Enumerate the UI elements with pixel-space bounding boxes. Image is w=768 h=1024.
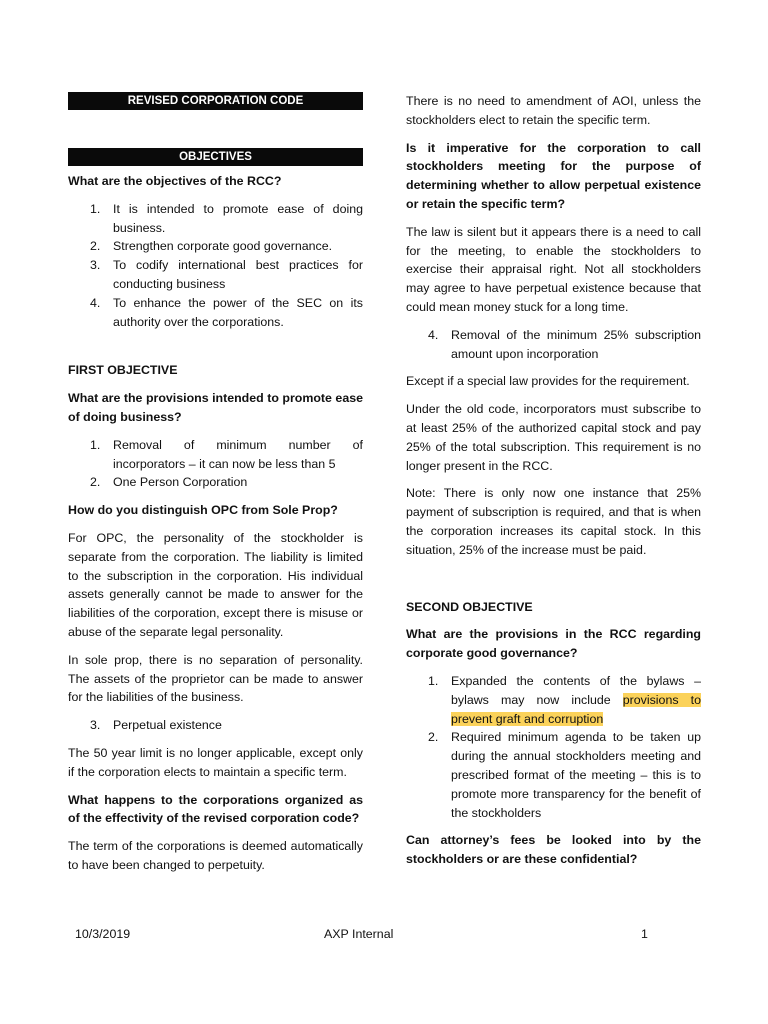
list-item: 2. Required minimum agenda to be taken up during the annual stockholders meeting and prescribed format of the meeting – this is to promote more transparency for the benefit of the stockholders [428, 730, 701, 820]
paragraph-opc: For OPC, the personality of the stockholder is separate from the corporation. The liability is limited to the subscription in the corporation. His individual assets generally cannot be made to answer for the liabilities of the corporation, except there is misuse or abuse of the separate legal personality. [68, 530, 363, 639]
question-happens: What happens to the corporations organized as of the effectivity of the revised corporation code? [68, 792, 363, 826]
paragraph-old-code: Under the old code, incorporators must subscribe to at least 25% of the authorized capital stock and pay 25% of the total subscription. This requirement is no longer present in the RCC. [406, 402, 701, 473]
list-item: 1. Removal of minimum number of incorporators – it can now be less than 5 [90, 437, 363, 471]
removal-list [406, 326, 701, 364]
paragraph-silent: The law is silent but it appears there is a need to call for the meeting, to enable the stockholders to exercise their appraisal right. Not all stockholders may agree to have perpetual existence because that could mean money stuck for a long time. [406, 224, 701, 314]
paragraph-50-year: The 50 year limit is no longer applicable, except only if the corporation elects to maintain a specific term. [68, 745, 363, 779]
second-objective-heading: SECOND OBJECTIVE [406, 599, 533, 614]
list-item: 4. To enhance the power of the SEC on its authority over the corporations. [90, 295, 363, 329]
list-item: 2. Strengthen corporate good governance. [90, 239, 333, 254]
objectives-bar: OBJECTIVES [68, 148, 363, 166]
highlighted-text: provisions to prevent graft and corruption [451, 692, 701, 726]
title-bar: REVISED CORPORATION CODE [68, 92, 363, 110]
paragraph-term: The term of the corporations is deemed automatically to have been changed to perpetuity. [68, 839, 363, 872]
paragraph-except: Except if a special law provides for the requirement. [406, 374, 690, 389]
governance-list [406, 672, 701, 822]
footer-label: AXP Internal [324, 927, 394, 941]
paragraph-note: Note: There is only now one instance that 25% payment of subscription is required, and that is when the corporation increases its capital stock. In this situation, 25% of the increase must be paid. [406, 486, 701, 557]
question-imperative: Is it imperative for the corporation to call stockholders meeting for the purpose of determining whether to allow perpetual existence or retain the specific term? [406, 140, 701, 211]
list-item: 4. Removal of the minimum 25% subscription amount upon incorporation [428, 327, 701, 361]
paragraph-aoi: There is no need to amendment of AOI, unless the stockholders elect to retain the specific term. [406, 94, 701, 127]
question-ease: What are the provisions intended to promote ease of doing business? [68, 391, 363, 424]
question-opc: How do you distinguish OPC from Sole Prop? [68, 503, 338, 518]
list-item: 2. One Person Corporation [90, 475, 248, 490]
list-item: 1. It is intended to promote ease of doing business. [90, 201, 363, 235]
list-item: 1. Expanded the contents of the bylaws – bylaws may now include provisions to prevent graft and corruption [428, 673, 701, 726]
right-column [406, 92, 701, 878]
list-item: 3. Perpetual existence [90, 718, 222, 733]
perpetual-list [68, 716, 363, 735]
question-governance: What are the provisions in the RCC regarding corporate good governance? [406, 627, 701, 661]
first-objective-heading: FIRST OBJECTIVE [68, 363, 178, 378]
footer-date: 10/3/2019 [75, 927, 131, 941]
question-objectives: What are the objectives of the RCC? [68, 174, 282, 188]
footer-page-number: 1 [641, 927, 648, 941]
question-attorney: Can attorney’s fees be looked into by the stockholders or are these confidential? [406, 833, 701, 867]
objectives-list [68, 200, 363, 332]
ease-list [68, 436, 363, 492]
left-column [68, 92, 363, 884]
list-item: 3. To codify international best practices for conducting business [90, 258, 363, 291]
paragraph-sole-prop: In sole prop, there is no separation of personality. The assets of the proprietor can be made to answer for the liabilities of the business. [68, 652, 363, 705]
